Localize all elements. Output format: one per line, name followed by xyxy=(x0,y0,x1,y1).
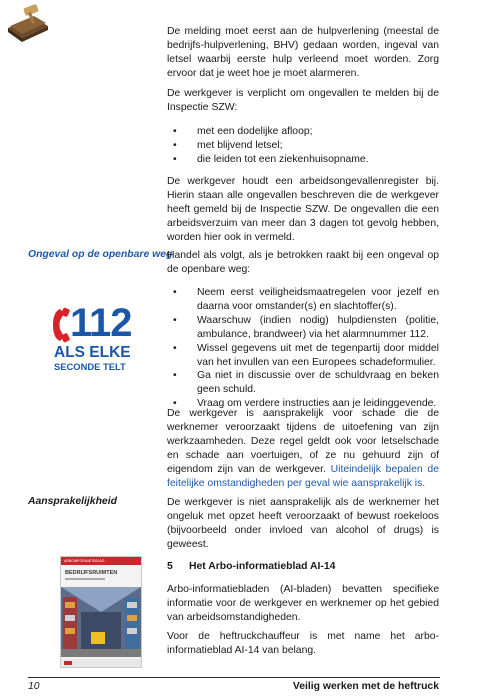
side-label-openbare-weg: Ongeval op de openbare weg xyxy=(28,249,173,260)
logo-112-line1: ALS ELKE xyxy=(54,344,131,361)
paragraph-ai-bladen: Arbo-informatiebladen (AI-bladen) bevatten specifieke informatie voor de werkgever en werknemer op het gebied van arbeidsomstandigheden. xyxy=(167,584,439,623)
warehouse-photo xyxy=(61,587,141,657)
paragraph-not-liable: De werkgever is niet aansprakelijk als de werknemer het ongeluk met opzet heeft veroorzaakt of bewust roekeloos (bijvoorbeeld onder invloed van alcohol of drugs) is geweest. xyxy=(167,497,439,550)
list-szw xyxy=(173,125,439,167)
section-number: 5 xyxy=(167,561,173,572)
highlight-text: Uiteindelijk bepalen de feitelijke omstandigheden per geval wie aansprakelijk is. xyxy=(167,463,439,489)
page-number: 10 xyxy=(28,681,40,692)
logo-112-number: 112 xyxy=(70,301,132,345)
side-label-aansprakelijkheid: Aansprakelijkheid xyxy=(28,496,117,507)
list-item: • die leiden tot een ziekenhuisopname. xyxy=(173,153,439,167)
list-item: • met een dodelijke afloop; xyxy=(173,125,439,139)
list-item: • Neem eerst veiligheidsmaatregelen voor jezelf en daarna voor omstander(s) en slachtoffer(s). xyxy=(173,286,439,314)
logo-112 xyxy=(52,301,142,375)
paragraph-road: Handel als volgt, als je betrokken raakt bij een ongeval op de openbare weg: xyxy=(167,250,439,275)
list-road xyxy=(173,286,439,411)
list-item: • Waarschuw (indien nodig) hulpdiensten (politie, ambulance, brandweer) via het alarmnummer 112. xyxy=(173,314,439,342)
list-item: • met blijvend letsel; xyxy=(173,139,439,153)
list-item: • Vraag om verdere instructies aan je leidinggevende. xyxy=(173,397,439,411)
paragraph-szw: De werkgever is verplicht om ongevallen te melden bij de Inspectie SZW: xyxy=(167,88,439,113)
cover-title: BEDRIJFSRUIMTEN xyxy=(65,570,118,576)
paragraph-register: De werkgever houdt een arbeidsongevallenregister bij. Hierin staan alle ongevallen beschreven die de werkgever heeft gemeld bij de Inspectie SZW. De ongevallen die een arbeidsverzuim van meer dan 3 dagen tot gevolg hebben, worden hier ook in vermeld. xyxy=(167,176,439,243)
footer-title: Veilig werken met de heftruck xyxy=(292,681,439,692)
paragraph-liability: De werkgever is aansprakelijk voor schade die de werknemer veroorzaakt tijdens de uitoefening van zijn werkzaamheden. Deze regel geldt ook voor letselschade en schade aan voertuigen, of ze nu gehuurd zijn of eigendom zijn van de werkgever. Uiteindelijk bepalen de feitelijke omstandigheden per geval wie aansprakelijk is. xyxy=(167,408,439,489)
ai14-cover-image xyxy=(60,556,142,668)
list-item: • Ga niet in discussie over de schuldvraag en beken geen schuld. xyxy=(173,369,439,397)
book-gavel-icon xyxy=(4,4,52,44)
section-title: Het Arbo-informatieblad AI-14 xyxy=(189,561,336,572)
list-item: • Wissel gegevens uit met de tegenpartij door middel van het invullen van een Europees schadeformulier. xyxy=(173,342,439,370)
footer-rule xyxy=(28,677,440,678)
logo-112-line2: SECONDE TELT xyxy=(54,361,126,372)
paragraph-alarm: De melding moet eerst aan de hulpverlening (meestal de bedrijfs-hulpverlening, BHV) gedaan worden, ingeval van letsel waarbij eerste hulp verleend moet worden. Zorg ervoor dat je weet hoe je moet alarmeren. xyxy=(167,26,439,79)
paragraph-ai14: Voor de heftruckchauffeur is met name het arbo-informatieblad AI-14 van belang. xyxy=(167,631,439,656)
cover-header: ARBOINFORMATIEBLAD xyxy=(61,557,141,565)
